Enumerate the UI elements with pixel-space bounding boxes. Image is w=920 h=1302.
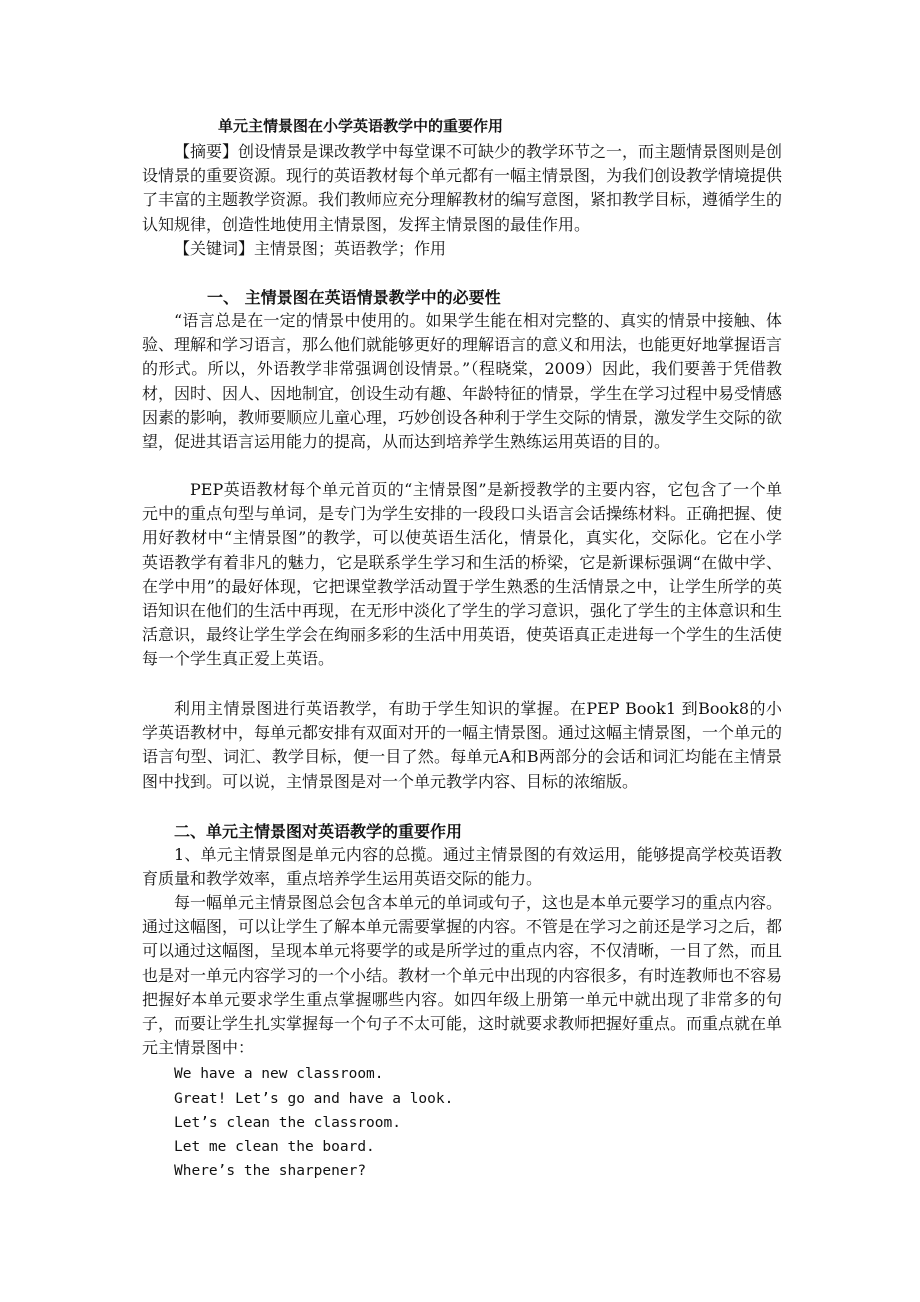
example-sentence: Where’s the sharpener? — [174, 1163, 367, 1179]
section-1-heading: 一、 主情景图在英语情景教学中的必要性 — [207, 288, 501, 307]
section-2-heading: 二、单元主情景图对英语教学的重要作用 — [174, 822, 463, 841]
abstract-paragraph: 【摘要】创设情景是课改教学中每堂课不可缺少的教学环节之一，而主题情景图则是创设情景的重要资源。现行的英语教材每个单元都有一幅主情景图，为我们创设教学情境提供了丰富的主题教学资源。我们教师应充分理解教材的编写意图，紧扣教学目标，遵循学生的认知规律，创造性地使用主情景图，发挥主情景图的最佳作用。 — [142, 142, 783, 234]
section-1-paragraph-1: “语言总是在一定的情景中使用的。如果学生能在相对完整的、真实的情景中接触、体验、理解和学习语言，那么他们就能够更好的理解语言的意义和用法，也能更好地掌握语言的形式。所以，外语教学非常强调创设情景。”（程晓棠，2009）因此，我们要善于凭借教材，因时、因人、因地制宜，创设生动有趣、年龄特征的情景，学生在学习过程中易受情感因素的影响，教师要顺应儿童心理，巧妙创设各种利于学生交际的情景，激发学生交际的欲望，促进其语言运用能力的提高，从而达到培养学生熟练运用英语的目的。 — [142, 311, 783, 452]
section-2-paragraph-1: 1、单元主情景图是单元内容的总揽。通过主情景图的有效运用，能够提高学校英语教育质量和教学效率，重点培养学生运用英语交际的能力。 — [142, 845, 782, 889]
example-sentence: Great! Let’s go and have a look. — [174, 1091, 454, 1107]
section-1-paragraph-3: 利用主情景图进行英语教学，有助于学生知识的掌握。在PEP Book1 到Book8的小学英语教材中，每单元都安排有双面对开的一幅主情景图。通过这幅主情景图，一个单元的语言句型、词汇、教学目标，便一目了然。每单元A和B两部分的会话和词汇均能在主情景图中找到。可以说，主情景图是对一个单元教学内容、目标的浓缩版。 — [142, 699, 783, 791]
section-2-paragraph-2: 每一幅单元主情景图总会包含本单元的单词或句子，这也是本单元要学习的重点内容。通过这幅图，可以让学生了解本单元需要掌握的内容。不管是在学习之前还是学习之后，都可以通过这幅图，呈现本单元将要学的或是所学过的重点内容，不仅清晰，一目了然，而且也是对一单元内容学习的一个小结。教材一个单元中出现的内容很多，有时连教师也不容易把握好本单元要求学生重点掌握哪些内容。如四年级上册第一单元中就出现了非常多的句子，而要让学生扎实掌握每一个句子不太可能，这时就要求教师把握好重点。而重点就在单元主情景图中： — [142, 893, 783, 1058]
section-1-paragraph-2: PEP英语教材每个单元首页的“主情景图”是新授教学的主要内容，它包含了一个单元中的重点句型与单词，是专门为学生安排的一段段口头语言会话操练材料。正确把握、使用好教材中“主情景图”的教学，可以使英语生活化，情景化，真实化，交际化。它在小学英语教学有着非凡的魅力，它是联系学生学习和生活的桥梁，它是新课标强调“在做中学、在学中用”的最好体现，它把课堂教学活动置于学生熟悉的生活情景之中，让学生所学的英语知识在他们的生活中再现，在无形中淡化了学生的学习意识，强化了学生的主体意识和生活意识，最终让学生学会在绚丽多彩的生活中用英语，使英语真正走进每一个学生的生活使每一个学生真正爱上英语。 — [142, 480, 783, 669]
keywords-line: 【关键词】主情景图；英语教学；作用 — [174, 239, 447, 258]
document-title: 单元主情景图在小学英语教学中的重要作用 — [218, 117, 504, 135]
example-sentence: Let me clean the board. — [174, 1139, 375, 1155]
example-sentence: We have a new classroom. — [174, 1066, 384, 1082]
example-sentence: Let’s clean the classroom. — [174, 1115, 401, 1131]
